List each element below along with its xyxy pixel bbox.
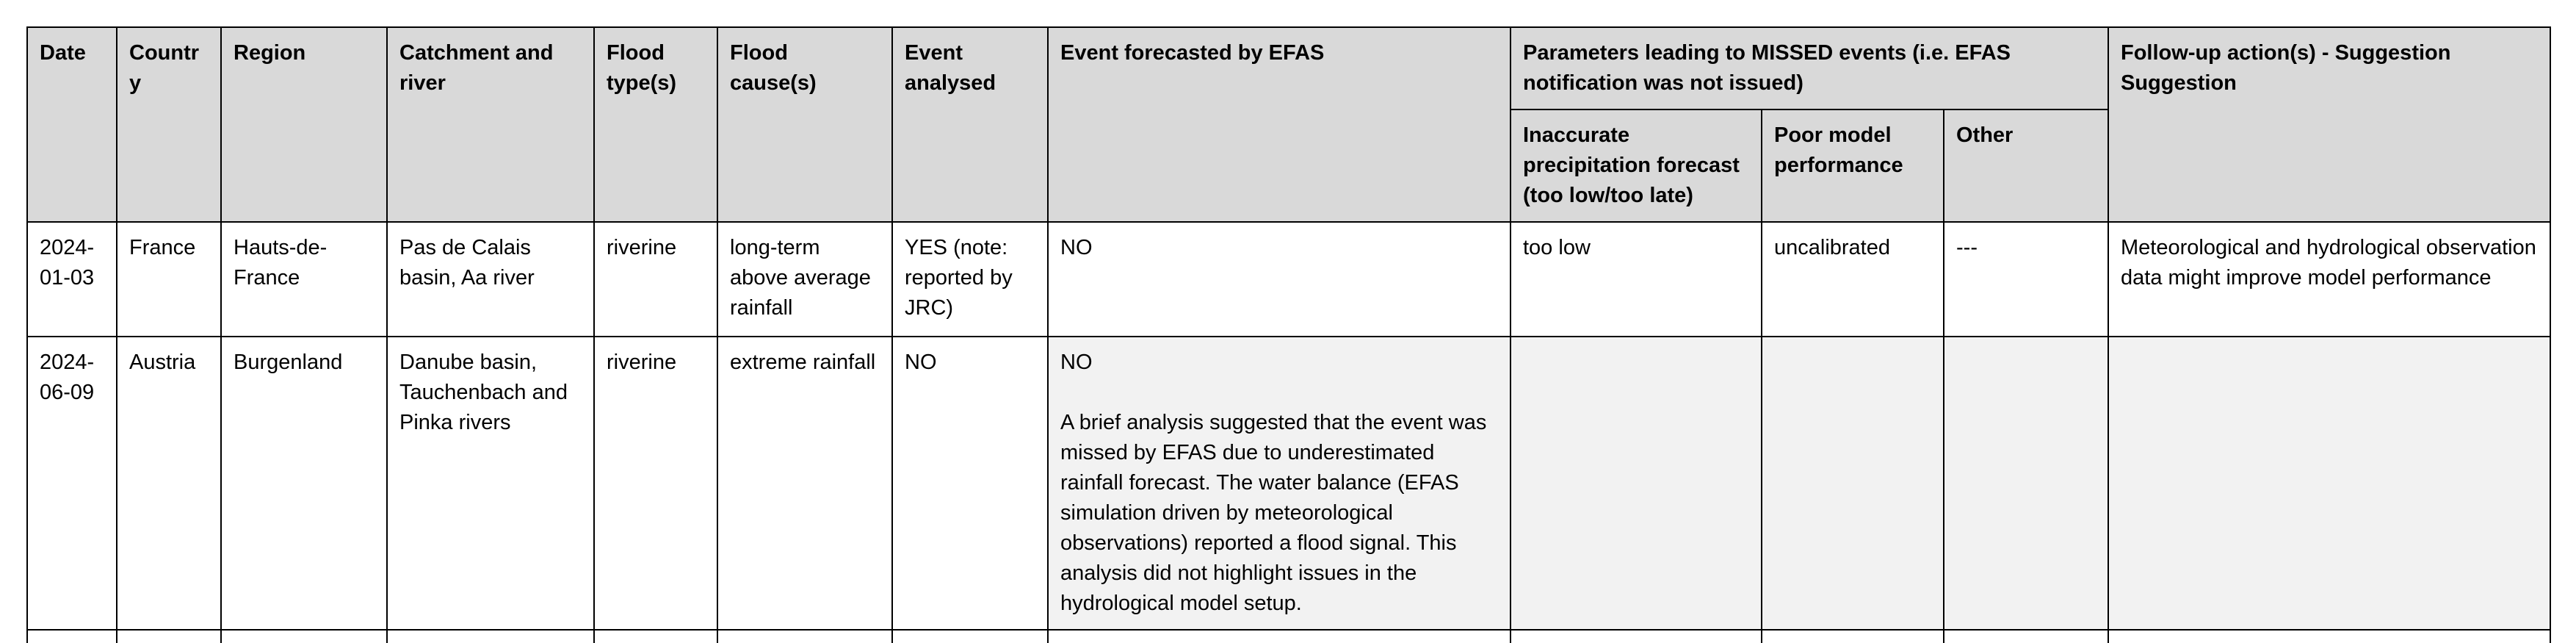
cell-flood-cause: long-term above average rainfall xyxy=(717,222,892,337)
cell-event-analysed: NO xyxy=(892,337,1048,630)
cell-empty xyxy=(1048,630,1510,643)
cell-flood-type: riverine xyxy=(594,222,717,337)
cell-event-forecasted xyxy=(1048,337,1510,630)
header-missed-parameters-group: Parameters leading to MISSED events (i.e. EFAS notification was not issued) xyxy=(1510,27,2108,109)
cell-event-forecasted xyxy=(1048,222,1510,337)
table-header-row xyxy=(27,27,2550,109)
cell-poor-model-performance: uncalibrated xyxy=(1762,222,1944,337)
cell-inaccurate-precipitation: too low xyxy=(1510,222,1762,337)
table-row-partial xyxy=(27,630,2550,643)
cell-region: Burgenland xyxy=(221,337,387,630)
cell-empty xyxy=(1762,630,1944,643)
cell-flood-type: riverine xyxy=(594,337,717,630)
cell-empty xyxy=(117,630,221,643)
cell-catchment: Pas de Calais basin, Aa river xyxy=(387,222,594,337)
header-event-forecasted: Event forecasted by EFAS xyxy=(1048,27,1510,222)
header-event-analysed: Event analysed xyxy=(892,27,1048,222)
cell-date: 2024-06-09 xyxy=(27,337,117,630)
table-row xyxy=(27,337,2550,630)
cell-flood-cause: extreme rainfall xyxy=(717,337,892,630)
cell-country: Austria xyxy=(117,337,221,630)
cell-empty xyxy=(594,630,717,643)
header-country: Country xyxy=(117,27,221,222)
cell-empty xyxy=(221,630,387,643)
cell-other xyxy=(1944,337,2108,630)
forecasted-verdict: NO xyxy=(1060,351,1093,374)
cell-follow-up xyxy=(2108,337,2550,630)
forecasted-analysis-note: A brief analysis suggested that the event was missed by EFAS due to underestimated rainfall forecast. The water balance (EFAS simulation driven by meteorological observations) reported a flood signal. This analysis did not highlight issues in the hydrological model setup. xyxy=(1060,411,1487,615)
cell-other: --- xyxy=(1944,222,2108,337)
cell-empty xyxy=(1510,630,1762,643)
cell-inaccurate-precipitation xyxy=(1510,337,1762,630)
cell-empty xyxy=(1944,630,2108,643)
cell-region: Hauts-de-France xyxy=(221,222,387,337)
header-flood-cause: Flood cause(s) xyxy=(717,27,892,222)
cell-empty xyxy=(387,630,594,643)
cell-poor-model-performance xyxy=(1762,337,1944,630)
cell-event-analysed: YES (note: reported by JRC) xyxy=(892,222,1048,337)
header-flood-type: Flood type(s) xyxy=(594,27,717,222)
cell-empty xyxy=(717,630,892,643)
cell-date: 2024-01-03 xyxy=(27,222,117,337)
header-follow-up-actions: Follow-up action(s) - Suggestion Suggestion xyxy=(2108,27,2550,222)
header-region: Region xyxy=(221,27,387,222)
header-date: Date xyxy=(27,27,117,222)
header-poor-model-performance: Poor model performance xyxy=(1762,109,1944,222)
table-row xyxy=(27,222,2550,337)
forecasted-verdict: NO xyxy=(1060,236,1093,259)
cell-empty xyxy=(27,630,117,643)
cell-follow-up: Meteorological and hydrological observation data might improve model performance xyxy=(2108,222,2550,337)
efas-missed-events-table xyxy=(26,26,2551,643)
cell-empty xyxy=(2108,630,2550,643)
header-other: Other xyxy=(1944,109,2108,222)
cell-country: France xyxy=(117,222,221,337)
cell-catchment: Danube basin, Tauchenbach and Pinka rivers xyxy=(387,337,594,630)
header-inaccurate-precipitation: Inaccurate precipitation forecast (too low/too late) xyxy=(1510,109,1762,222)
header-catchment-and-river: Catchment and river xyxy=(387,27,594,222)
cell-empty xyxy=(892,630,1048,643)
